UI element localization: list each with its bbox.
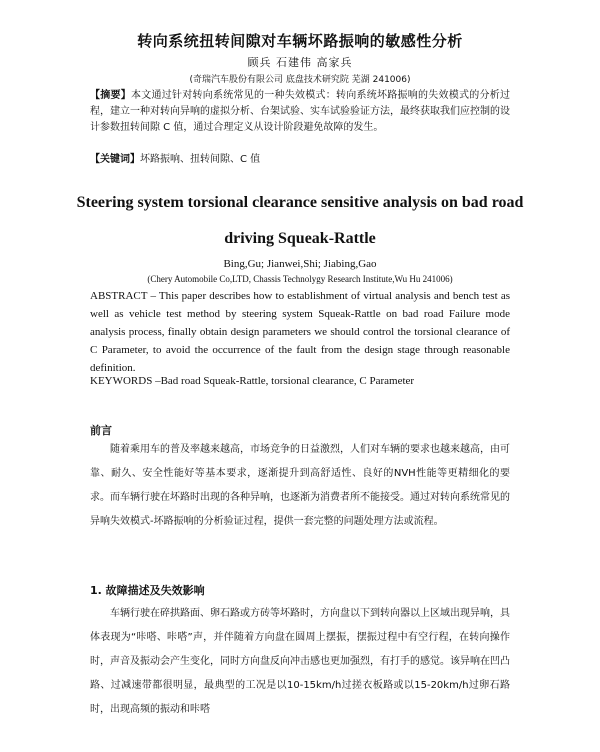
preface-heading: 前言 — [90, 424, 112, 437]
chinese-abstract — [90, 88, 510, 136]
chinese-title: 转向系统扭转间隙对车辆坏路振响的敏感性分析 — [137, 32, 463, 50]
section-1-heading: 1. 故障描述及失效影响 — [90, 584, 205, 597]
chinese-keywords-text: 坏路振响、扭转间隙、C 值 — [140, 154, 261, 165]
preface-paragraph: 随着乘用车的普及率越来越高，市场竞争的日益激烈，人们对车辆的要求也越来越高，由可靠、耐久、安全性能好等基本要求，逐渐提升到高舒适性、良好的NVH性能等更精细化的要求。而车辆行驶在坏路时出现的各种异响，也逐渐为消费者所不能接受。通过对转向系统常见的异响失效模式-坏路振响的分析验证过程，提供一套完整的问题处理方法或流程。 — [90, 444, 510, 527]
english-abstract: ABSTRACT – This paper describes how to establishment of virtual analysis and bench test as well as vehicle test method by steering system Squeak-Rattle on bad road Failure mode analysis process, finally obtain design parameters we should control the torsional clearance of C Parameter, to avoid the occurrence of the fault from the design stage through reasonable definition. — [90, 290, 510, 374]
chinese-affiliation: (奇瑞汽车股份有限公司 底盘技术研究院 芜湖 241006) — [189, 75, 411, 85]
chinese-authors: 顾兵 石建伟 高家兵 — [247, 56, 353, 69]
english-affiliation: (Chery Automobile Co,LTD, Chassis Technolygy Research Institute,Wu Hu 241006) — [147, 274, 453, 284]
section-1-paragraph: 车辆行驶在碎拱路面、卵石路或方砖等坏路时，方向盘以下到转向器以上区域出现异响，具体表现为“咔嗒、咔嗒”声，并伴随着方向盘在圆周上摆振，摆振过程中有空行程，在转向操作时，声音及振动会产生变化，同时方向盘反向冲击感也更加强烈，有打手的感觉。该异响在凹凸路、过减速带都很明显，最典型的工况是以10-15km/h过搓衣板路或以15-20km/h过卵石路时，出现高频的振动和咔嗒 — [90, 608, 510, 715]
chinese-abstract-label: 【摘要】 — [90, 90, 131, 101]
english-title: Steering system torsional clearance sensitive analysis on bad road driving Squeak-Rattle — [76, 194, 524, 247]
chinese-keywords-label: 【关键词】 — [90, 154, 140, 165]
english-authors: Bing,Gu; Jianwei,Shi; Jiabing,Gao — [223, 258, 377, 270]
english-keywords: KEYWORDS –Bad road Squeak-Rattle, torsional clearance, C Parameter — [90, 375, 415, 387]
chinese-keywords — [90, 152, 510, 168]
chinese-abstract-text: 本文通过针对转向系统常见的一种失效模式：转向系统坏路振响的失效模式的分析过程，建立一种对转向异响的虚拟分析、台架试验、实车试验验证方法，最终获取我们应控制的设计参数扭转间隙 C 值，通过合理定义从设计阶段避免故障的发生。 — [90, 90, 510, 133]
